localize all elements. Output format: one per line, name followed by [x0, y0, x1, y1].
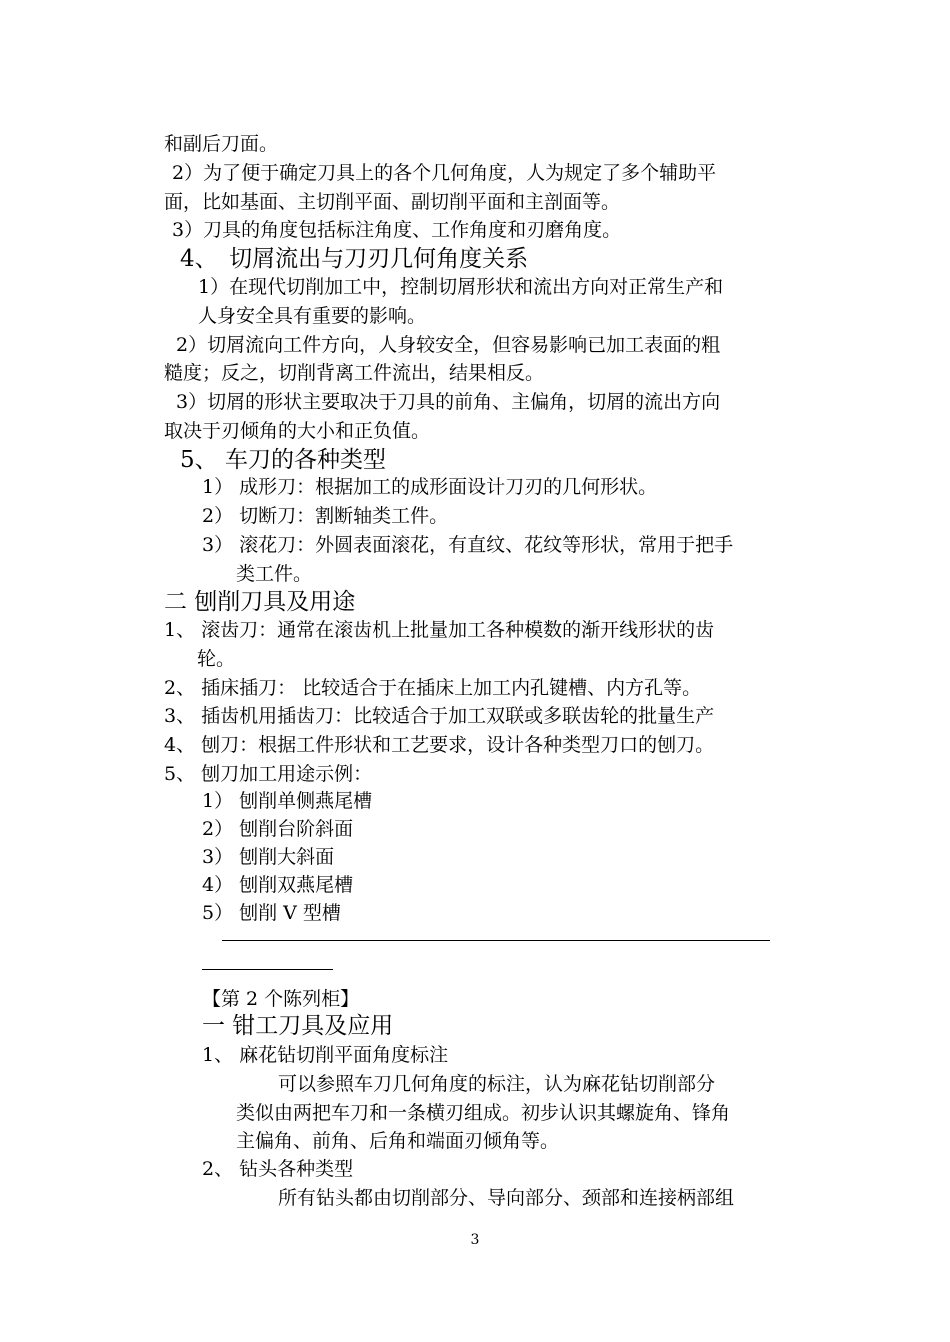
text-line: 主偏角、前角、后角和端面刃倾角等。: [236, 1130, 560, 1152]
list-item: 4） 刨削双燕尾槽: [202, 874, 354, 896]
text-line: 1）在现代切削加工中，控制切屑形状和流出方向对正常生产和: [198, 276, 724, 298]
list-item: 3） 刨削大斜面: [202, 846, 335, 868]
list-item: 1、 滚齿刀：通常在滚齿机上批量加工各种模数的渐开线形状的齿: [164, 619, 715, 641]
list-item: 3、 插齿机用插齿刀：比较适合于加工双联或多联齿轮的批量生产: [164, 705, 715, 727]
text-line: 取决于刃倾角的大小和正负值。: [164, 420, 431, 442]
list-item: 1、 麻花钻切削平面角度标注: [202, 1044, 449, 1066]
chapter-heading: 一 钳工刀具及应用: [202, 1013, 394, 1039]
text-line: 人身安全具有重要的影响。: [198, 305, 427, 327]
list-item: 5） 刨削 V 型槽: [202, 902, 341, 924]
text-line: 轮。: [197, 648, 236, 670]
list-item: 1） 成形刀：根据加工的成形面设计刀刃的几何形状。: [202, 476, 658, 498]
text-line: 所有钻头都由切削部分、导向部分、颈部和连接柄部组: [278, 1187, 735, 1209]
text-line: 可以参照车刀几何角度的标注，认为麻花钻切削部分: [278, 1073, 716, 1095]
list-item: 2、 钻头各种类型: [202, 1158, 354, 1180]
text-line: 类似由两把车刀和一条横刃组成。初步认识其螺旋角、锋角: [236, 1102, 731, 1124]
text-line: 和副后刀面。: [164, 133, 279, 155]
text-line: 面，比如基面、主切削平面、副切削平面和主剖面等。: [164, 191, 621, 213]
text-line: 糙度；反之，切削背离工件流出，结果相反。: [164, 362, 545, 384]
chapter-heading: 二 刨削刀具及用途: [164, 589, 356, 615]
text-line: 2）切屑流向工件方向，人身较安全，但容易影响已加工表面的粗: [176, 334, 721, 356]
list-item: 2） 切断刀：割断轴类工件。: [202, 505, 449, 527]
horizontal-rule: [202, 969, 333, 970]
horizontal-rule: [222, 940, 770, 941]
text-line: 3）切屑的形状主要取决于刀具的前角、主偏角，切屑的流出方向: [176, 391, 721, 413]
section-heading: 5、 车刀的各种类型: [180, 447, 386, 473]
text-line: 类工件。: [236, 563, 313, 585]
list-item: 2） 刨削台阶斜面: [202, 818, 354, 840]
exhibit-label: 【第 2 个陈列柜】: [202, 988, 360, 1010]
text-line: 2）为了便于确定刀具上的各个几何角度，人为规定了多个辅助平: [172, 162, 717, 184]
list-item: 5、 刨刀加工用途示例：: [164, 763, 373, 785]
list-item: 4、 刨刀：根据工件形状和工艺要求，设计各种类型刀口的刨刀。: [164, 734, 715, 756]
list-item: 2、 插床插刀： 比较适合于在插床上加工内孔键槽、内方孔等。: [164, 677, 702, 699]
list-item: 1） 刨削单侧燕尾槽: [202, 790, 373, 812]
page-number: 3: [470, 1232, 480, 1248]
list-item: 3） 滚花刀：外圆表面滚花，有直纹、花纹等形状，常用于把手: [202, 534, 734, 556]
section-heading: 4、 切屑流出与刀刃几何角度关系: [180, 246, 529, 272]
text-line: 3）刀具的角度包括标注角度、工作角度和刃磨角度。: [172, 219, 622, 241]
